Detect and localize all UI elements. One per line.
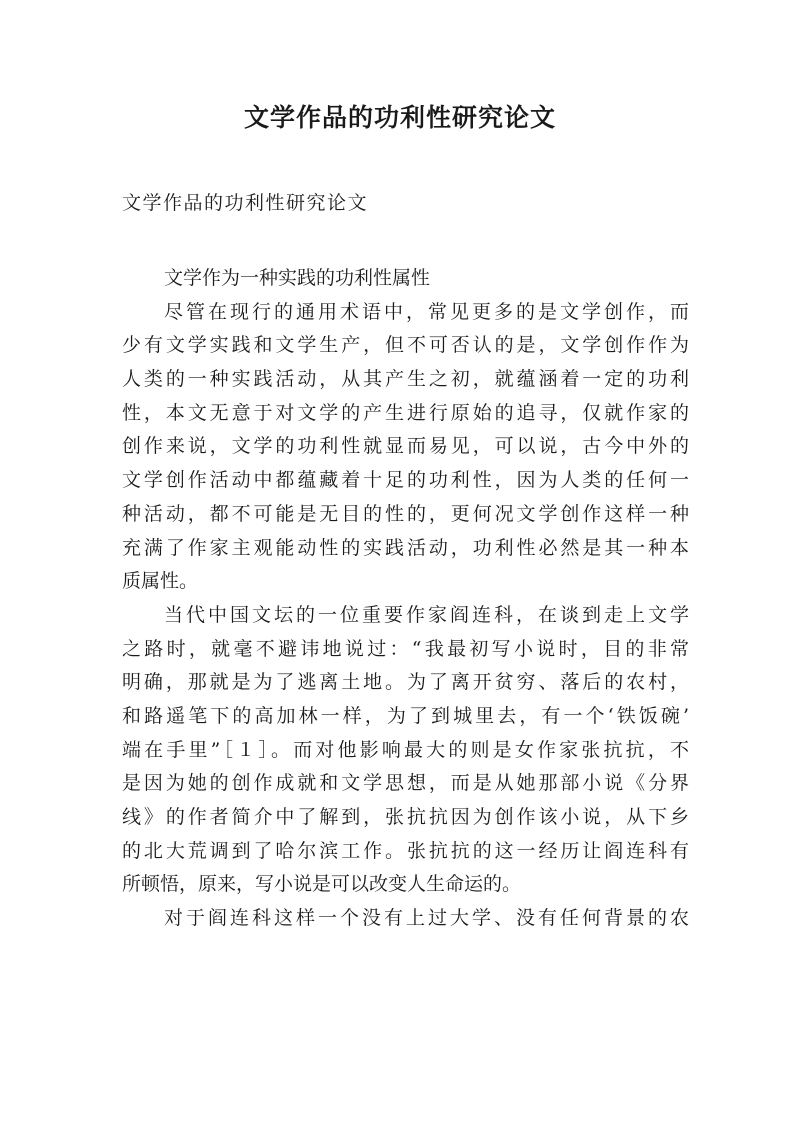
text-line: 尽管在现行的通用术语中，常见更多的是文学创作，而 (164, 300, 689, 323)
text-line: 明确，那就是为了逃离土地。为了离开贫穷、落后的农村， (122, 671, 689, 694)
text-line: 充满了作家主观能动性的实践活动，功利性必然是其一种本 (122, 536, 689, 559)
text-line: 的北大荒调到了哈尔滨工作。张抗抗的这一经历让阎连科有 (122, 839, 689, 862)
document-title: 文学作品的功利性研究论文 (243, 103, 556, 132)
text-line: 之路时，就毫不避讳地说过：“我最初写小说时，目的非常 (122, 637, 689, 660)
text-line: 所顿悟，原来，写小说是可以改变人生命运的。 (122, 873, 522, 896)
text-line: 文学创作活动中都蕴藏着十足的功利性，因为人类的任何一 (122, 469, 689, 492)
text-line: 种活动，都不可能是无目的性的，更何况文学创作这样一种 (122, 502, 689, 525)
text-line: 对于阎连科这样一个没有上过大学、没有任何背景的农 (164, 907, 689, 930)
text-line: 性，本文无意于对文学的产生进行原始的追寻，仅就作家的 (122, 401, 689, 424)
document-body (122, 262, 689, 936)
text-line: 和路遥笔下的高加林一样，为了到城里去，有一个‘铁饭碗’ (122, 704, 689, 727)
text-line: 人类的一种实践活动，从其产生之初，就蕴涵着一定的功利 (122, 368, 689, 391)
text-line: 创作来说，文学的功利性就显而易见，可以说，古今中外的 (122, 435, 689, 458)
text-line: 端在手里”［１］。而对他影响最大的则是女作家张抗抗，不 (122, 738, 689, 761)
text-line: 少有文学实践和文学生产，但不可否认的是，文学创作作为 (122, 334, 689, 357)
text-line: 是因为她的创作成就和文学思想，而是从她那部小说《分界 (122, 772, 689, 795)
text-line: 当代中国文坛的一位重要作家阎连科，在谈到走上文学 (164, 603, 689, 626)
text-line: 线》的作者简介中了解到，张抗抗因为创作该小说，从下乡 (122, 806, 689, 828)
text-line: 文学作为一种实践的功利性属性 (164, 267, 431, 289)
text-line: 质属性。 (122, 570, 199, 593)
document-subtitle: 文学作品的功利性研究论文 (122, 192, 369, 214)
